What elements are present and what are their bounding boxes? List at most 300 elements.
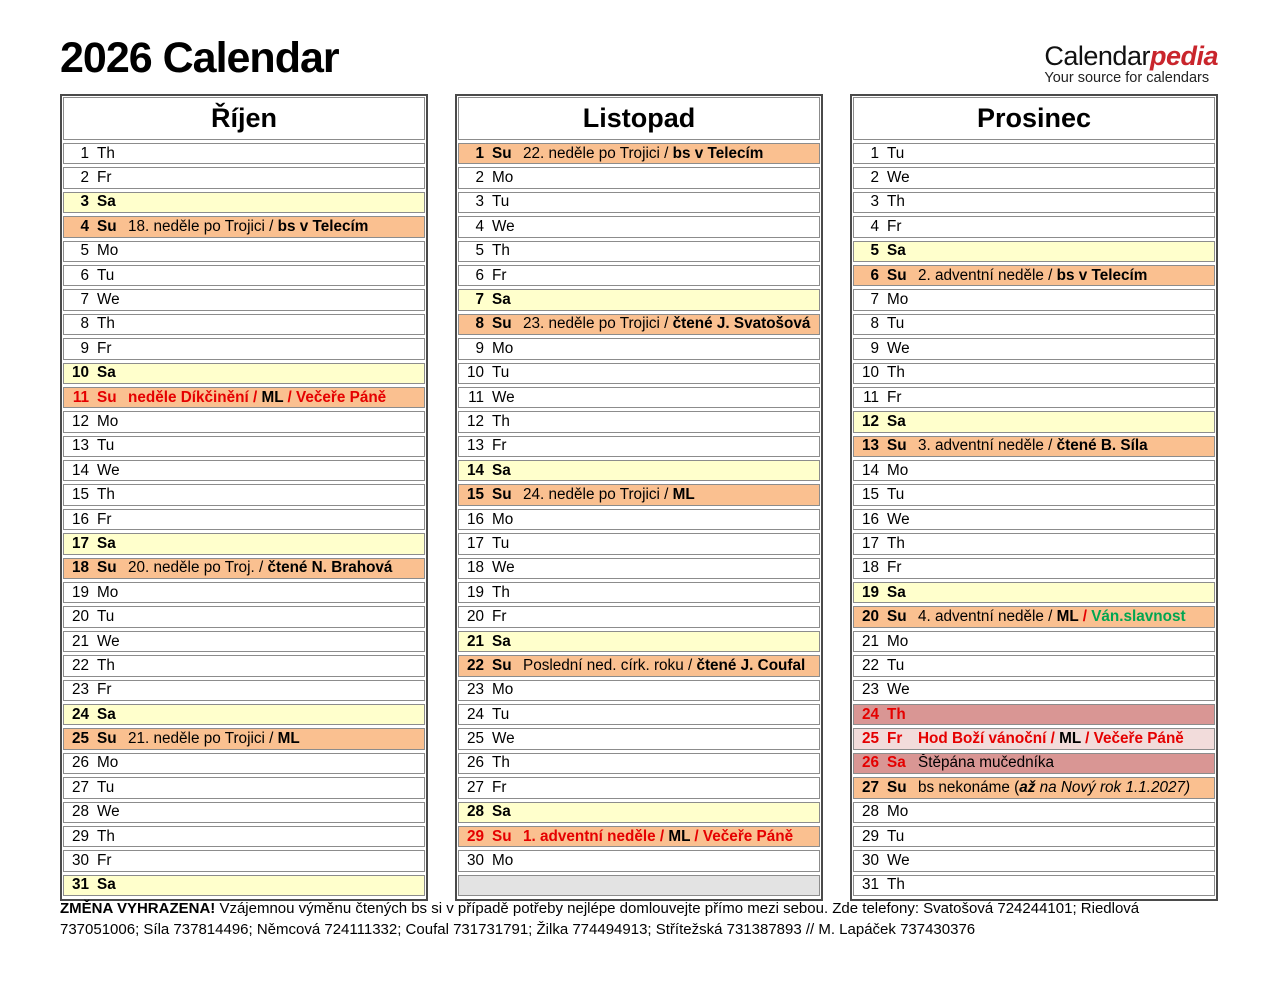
day-number: 13 [466,437,484,455]
note-segment: 22. neděle po Trojici / [523,144,673,162]
day-abbrev: Mo [887,632,909,650]
note-segment: 20. neděle po Troj. / [128,559,268,577]
day-row [853,631,1215,652]
day-row [853,826,1215,847]
day-number: 7 [475,291,484,309]
day-abbrev: We [887,852,910,870]
day-row [63,289,425,310]
day-abbrev: We [492,730,515,748]
day-abbrev: Su [97,730,117,748]
day-number: 23 [861,681,879,699]
day-number: 10 [466,364,484,382]
day-row [853,802,1215,823]
note-segment: 23. neděle po Trojici / [523,315,673,333]
note-segment: 3. adventní neděle / [918,437,1057,455]
day-row [63,143,425,164]
day-row [63,875,425,896]
note-segment: 24. neděle po Trojici / [523,486,673,504]
note-segment: ML [1059,730,1081,748]
day-number: 12 [71,412,89,430]
day-number: 29 [861,827,879,845]
day-number: 5 [870,242,879,260]
note-segment: bs nekonáme ( [918,778,1020,796]
day-abbrev: Su [887,778,907,796]
day-number: 4 [80,217,89,235]
note-segment: bs v Telecím [277,217,369,235]
day-number: 17 [71,534,89,552]
day-abbrev: Fr [492,266,507,284]
day-abbrev: Mo [97,583,119,601]
day-abbrev: Th [97,315,115,333]
day-abbrev: Tu [887,144,905,162]
day-number: 21 [71,632,89,650]
day-row [853,728,1215,749]
day-row [63,484,425,505]
day-abbrev: Su [492,144,512,162]
day-row [853,875,1215,896]
day-abbrev: Su [492,315,512,333]
day-number: 13 [71,437,89,455]
day-number: 20 [466,608,484,626]
note-segment: neděle Díkčinění / [128,388,262,406]
day-number: 1 [870,144,879,162]
note-segment: / Večeře Páně [690,827,794,845]
footer-regular-text: Vzájemnou výměnu čtených bs si v případě potřeby nejlépe domlouvejte přímo mezi sebou. Zde telefony: Svatošová 724244101; Riedlová 737051006; Síla 737814496; Němcová 724111332; Coufal 731731791; Žilka 774494913; Střítežská 731387893 // M. Lapáček 737430376 [60,900,1140,938]
day-abbrev: Mo [492,339,514,357]
day-row [63,387,425,408]
day-row [853,582,1215,603]
day-row [458,436,820,457]
day-abbrev: Su [887,266,907,284]
day-abbrev: Tu [97,266,115,284]
day-abbrev: Sa [97,876,116,894]
day-number: 24 [861,705,879,723]
day-row [63,314,425,335]
note-segment: 4. adventní neděle / [918,608,1057,626]
day-note [128,559,392,577]
day-row [458,655,820,676]
day-row [63,777,425,798]
day-abbrev: Th [492,412,510,430]
day-row [63,509,425,530]
day-number: 7 [870,291,879,309]
note-segment: 18. neděle po Trojici / [128,217,278,235]
day-row [458,850,820,871]
day-abbrev: We [97,632,120,650]
note-segment: 21. neděle po Trojici / [128,730,278,748]
day-row [458,167,820,188]
day-number: 19 [861,583,879,601]
day-row [458,631,820,652]
day-row [458,680,820,701]
day-abbrev: Su [492,827,512,845]
day-number: 10 [71,364,89,382]
day-row [458,387,820,408]
day-abbrev: Tu [887,656,905,674]
month-column [850,94,1218,901]
day-number: 21 [861,632,879,650]
note-segment: čtené J. Svatošová [672,315,811,333]
day-abbrev: Mo [887,461,909,479]
note-segment: 2. adventní neděle / [918,266,1057,284]
day-abbrev: Fr [492,608,507,626]
day-number: 18 [861,559,879,577]
day-number: 23 [466,681,484,699]
day-abbrev: Fr [97,339,112,357]
day-number: 28 [71,803,89,821]
day-number: 14 [71,461,89,479]
day-row [853,192,1215,213]
day-abbrev: Th [97,827,115,845]
day-row [458,777,820,798]
day-note [128,218,368,236]
calendarpedia-logo [1044,42,1218,87]
day-number: 3 [870,193,879,211]
day-note [918,730,1184,748]
day-row [458,289,820,310]
day-number: 11 [72,388,89,406]
day-row [458,753,820,774]
day-row [853,680,1215,701]
day-abbrev: Th [97,486,115,504]
day-number: 8 [475,315,484,333]
day-note [918,779,1190,797]
day-row [853,143,1215,164]
day-abbrev: Su [492,656,512,674]
day-abbrev: Tu [887,827,905,845]
day-row [458,582,820,603]
day-row [853,484,1215,505]
day-number: 31 [861,876,879,894]
day-row [63,533,425,554]
page-header [60,36,1218,87]
day-note [918,608,1186,626]
day-number: 18 [466,559,484,577]
note-segment: až [1019,778,1036,796]
day-row [63,728,425,749]
day-row [853,387,1215,408]
note-segment: ML [261,388,284,406]
day-number: 27 [466,778,484,796]
day-row [63,704,425,725]
day-abbrev: Sa [887,583,906,601]
day-number: 27 [71,778,89,796]
note-segment: na Nový rok 1.1.2027) [1035,778,1191,796]
month-title: Říjen [63,97,425,140]
day-note [523,315,810,333]
day-number: 18 [71,559,89,577]
day-note [918,437,1148,455]
day-row [458,826,820,847]
note-segment: ML [668,827,691,845]
day-number: 17 [466,534,484,552]
day-row [853,460,1215,481]
day-number: 11 [468,388,484,406]
month-title: Listopad [458,97,820,140]
day-row [458,338,820,359]
day-row [853,606,1215,627]
day-row [458,363,820,384]
day-abbrev: Sa [492,291,511,309]
day-row [853,436,1215,457]
day-number: 13 [861,437,879,455]
day-number: 8 [870,315,879,333]
empty-row [458,875,820,896]
day-number: 26 [466,754,484,772]
note-segment: čtené J. Coufal [696,656,806,674]
day-number: 16 [861,510,879,528]
day-abbrev: Mo [492,681,514,699]
day-abbrev: Fr [97,852,112,870]
day-abbrev: Fr [887,388,902,406]
day-abbrev: We [97,291,120,309]
day-abbrev: Th [97,144,115,162]
day-row [853,289,1215,310]
day-abbrev: We [492,559,515,577]
day-number: 16 [71,510,89,528]
day-row [458,192,820,213]
day-row [63,460,425,481]
day-abbrev: Tu [492,364,510,382]
day-row [458,704,820,725]
day-number: 23 [71,681,89,699]
day-number: 6 [870,266,879,284]
day-abbrev: Tu [492,534,510,552]
footer-bold-text: ZMĚNA VYHRAZENA! [60,900,216,917]
day-abbrev: Tu [97,437,115,455]
day-abbrev: We [492,388,515,406]
day-abbrev: We [887,339,910,357]
day-row [853,363,1215,384]
day-abbrev: Fr [887,559,902,577]
day-number: 3 [80,193,89,211]
day-row [458,143,820,164]
day-number: 2 [870,169,879,187]
day-row [458,606,820,627]
day-number: 7 [80,291,89,309]
day-row [853,704,1215,725]
day-number: 26 [861,754,879,772]
note-segment: bs v Telecím [672,144,764,162]
day-note [128,730,300,748]
day-number: 25 [466,730,484,748]
logo-text-calendar: Calendar [1044,41,1150,71]
day-abbrev: Tu [887,315,905,333]
note-segment: ML [672,486,695,504]
day-row [458,509,820,530]
day-row [853,509,1215,530]
day-abbrev: Su [97,559,117,577]
month-column [455,94,823,901]
months-container [60,94,1218,901]
note-segment: / Večeře Páně [283,388,387,406]
note-segment: čtené B. Síla [1056,437,1148,455]
day-abbrev: Fr [97,681,112,699]
day-row [458,802,820,823]
day-note [918,754,1054,772]
day-abbrev: Sa [492,803,511,821]
page-title: 2026 Calendar [60,34,339,82]
day-number: 14 [861,461,879,479]
day-abbrev: We [887,169,910,187]
day-number: 27 [861,778,879,796]
day-number: 12 [466,412,484,430]
day-abbrev: Sa [492,461,511,479]
day-abbrev: Tu [492,193,510,211]
day-number: 15 [466,486,484,504]
day-row [853,411,1215,432]
day-number: 22 [466,656,484,674]
day-abbrev: Th [887,364,905,382]
note-segment: Ván.slavnost [1091,608,1186,626]
note-segment: ML [277,730,300,748]
day-abbrev: Fr [492,778,507,796]
day-abbrev: Th [492,242,510,260]
day-number: 26 [71,754,89,772]
day-number: 30 [466,852,484,870]
day-row [853,777,1215,798]
day-number: 28 [861,803,879,821]
month-column [60,94,428,901]
day-abbrev: Sa [887,242,906,260]
day-abbrev: We [97,461,120,479]
day-abbrev: Tu [97,778,115,796]
day-row [853,558,1215,579]
day-row [458,216,820,237]
day-number: 20 [861,608,879,626]
day-row [63,411,425,432]
day-number: 30 [71,852,89,870]
day-number: 14 [466,461,484,479]
day-number: 5 [80,242,89,260]
day-row [63,606,425,627]
day-abbrev: Sa [887,412,906,430]
logo-wordmark [1044,42,1218,70]
day-abbrev: Sa [492,632,511,650]
day-note [523,828,793,846]
day-number: 4 [870,217,879,235]
day-abbrev: Th [97,656,115,674]
day-number: 11 [863,388,879,406]
day-row [63,192,425,213]
day-row [63,241,425,262]
day-abbrev: Su [887,437,907,455]
day-row [63,167,425,188]
day-row [853,753,1215,774]
note-segment: 1. adventní neděle / [523,827,669,845]
day-abbrev: Th [492,583,510,601]
day-note [523,486,695,504]
day-abbrev: Sa [97,705,116,723]
day-row [853,167,1215,188]
note-segment: Štěpána mučedníka [918,754,1055,772]
day-abbrev: Mo [97,242,119,260]
day-row [63,850,425,871]
day-number: 10 [861,364,879,382]
day-number: 20 [71,608,89,626]
day-number: 2 [80,169,89,187]
day-note [128,389,386,407]
day-abbrev: Fr [97,510,112,528]
note-segment: / Večeře Páně [1080,730,1184,748]
day-number: 22 [71,656,89,674]
day-number: 19 [71,583,89,601]
day-number: 9 [870,339,879,357]
day-number: 28 [466,803,484,821]
day-abbrev: Mo [97,412,119,430]
day-row [63,436,425,457]
day-number: 12 [861,412,879,430]
day-number: 25 [71,730,89,748]
day-number: 19 [466,583,484,601]
day-number: 17 [861,534,879,552]
day-number: 2 [475,169,484,187]
day-row [853,850,1215,871]
day-row [63,265,425,286]
day-number: 24 [466,705,484,723]
day-row [853,533,1215,554]
day-abbrev: Tu [887,486,905,504]
month-title: Prosinec [853,97,1215,140]
day-row [63,802,425,823]
day-row [458,533,820,554]
day-row [853,216,1215,237]
day-abbrev: We [492,217,515,235]
day-row [853,265,1215,286]
day-row [63,558,425,579]
day-number: 24 [71,705,89,723]
day-row [458,411,820,432]
day-note [918,267,1147,285]
day-abbrev: Fr [492,437,507,455]
day-row [458,484,820,505]
day-row [458,728,820,749]
day-abbrev: Su [97,217,117,235]
day-row [63,680,425,701]
day-number: 8 [80,315,89,333]
day-number: 4 [475,217,484,235]
day-abbrev: Tu [492,705,510,723]
day-abbrev: Fr [887,217,902,235]
day-row [458,314,820,335]
day-number: 9 [475,339,484,357]
day-row [63,216,425,237]
day-abbrev: Mo [492,169,514,187]
day-row [458,265,820,286]
day-row [63,582,425,603]
day-abbrev: Mo [887,803,909,821]
note-segment: ML [1056,608,1079,626]
day-abbrev: Th [887,193,905,211]
day-row [63,655,425,676]
day-abbrev: Mo [887,291,909,309]
day-row [63,363,425,384]
day-number: 29 [71,827,89,845]
day-abbrev: We [97,803,120,821]
day-number: 1 [475,144,484,162]
day-abbrev: Su [97,388,117,406]
day-abbrev: Su [887,608,907,626]
day-number: 30 [861,852,879,870]
day-note [523,145,763,163]
footer-note [60,898,1218,940]
day-number: 29 [466,827,484,845]
day-row [853,655,1215,676]
day-note [523,657,805,675]
day-abbrev: Th [887,534,905,552]
note-segment: bs v Telecím [1056,266,1148,284]
day-row [853,338,1215,359]
